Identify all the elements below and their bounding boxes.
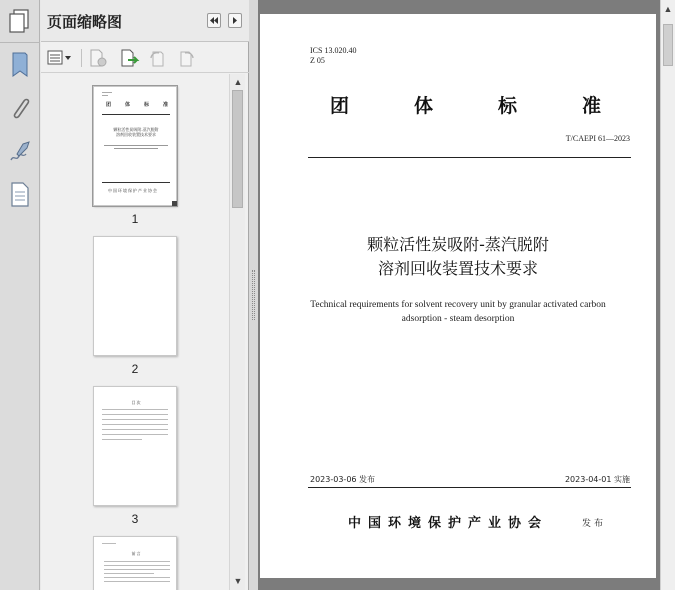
thumb-preface-heading: 前 言 — [131, 551, 141, 556]
thumbnail-label-3: 3 — [131, 512, 139, 526]
thumbnail-scrollbar[interactable] — [229, 74, 245, 590]
panel-splitter[interactable] — [249, 0, 258, 590]
standard-type-heading — [330, 91, 630, 115]
double-left-arrow-icon — [208, 14, 220, 27]
rotate-right-icon[interactable] — [175, 48, 197, 68]
panel-title: 页面缩略图 — [47, 13, 123, 31]
attachment-icon[interactable] — [7, 94, 33, 122]
english-title-line-2: adsorption - steam desorption — [401, 314, 515, 324]
toolbar-divider — [81, 49, 82, 67]
thumb-corner-marker — [172, 201, 177, 206]
thumbnail-label-1: 1 — [131, 212, 139, 226]
scroll-down-icon[interactable]: ▼ — [233, 576, 243, 586]
document-icon[interactable] — [7, 180, 33, 208]
thumbnail-label-2: 2 — [131, 362, 139, 376]
splitter-grip[interactable] — [252, 270, 255, 320]
type-char-2: 体 — [414, 95, 434, 117]
title-line-2: 溶剂回收装置技术要求 — [377, 259, 538, 278]
thumbnail-list — [41, 74, 229, 590]
page-thumbnail-2[interactable] — [93, 236, 177, 356]
thumb-type-heading: 团 体 标 准 — [106, 102, 168, 108]
delete-page-icon[interactable] — [87, 48, 109, 68]
options-menu-icon[interactable] — [47, 48, 73, 68]
document-page — [260, 14, 656, 578]
thumb-title: 颗粒活性炭吸附-蒸汽脱附溶剂回收装置技术要求 — [113, 127, 159, 137]
scrollbar-thumb[interactable] — [232, 90, 243, 208]
footer-rule — [308, 487, 631, 488]
publish-date: 2023-03-06 发布 — [310, 475, 376, 484]
ics-number: ICS 13.020.40 — [310, 46, 357, 55]
thumbnails-panel — [41, 0, 249, 590]
pages-icon[interactable] — [8, 8, 32, 34]
thumb-issuer: 中国环境保护产业协会 — [108, 188, 158, 193]
page-thumbnail-4[interactable] — [93, 536, 177, 590]
english-title-line-1: Technical requirements for solvent recovery unit by granular activated carbon — [310, 300, 606, 310]
collapse-left-button[interactable] — [207, 13, 221, 28]
page-thumbnail-3[interactable] — [93, 386, 177, 506]
thumb-toc-heading: 目 次 — [131, 400, 141, 405]
standard-code: T/CAEPI 61—2023 — [565, 134, 630, 143]
header-rule — [308, 157, 631, 158]
doc-scroll-up-icon[interactable]: ▲ — [663, 4, 673, 14]
rotate-left-icon[interactable] — [147, 48, 169, 68]
type-char-3: 标 — [498, 95, 518, 117]
implement-date: 2023-04-01 实施 — [564, 475, 630, 484]
issuing-organization: 中国环境保护产业协会 — [348, 516, 549, 531]
title-line-1: 颗粒活性炭吸附-蒸汽脱附 — [367, 235, 549, 254]
document-view — [258, 0, 660, 590]
page-thumbnail-1[interactable] — [93, 86, 177, 206]
panel-toolbar — [41, 43, 249, 73]
ics-code — [310, 46, 356, 66]
document-scrollbar-thumb[interactable] — [663, 24, 673, 66]
document-scrollbar[interactable] — [660, 0, 675, 590]
type-char-1: 团 — [330, 95, 350, 117]
signature-icon[interactable] — [7, 138, 33, 166]
right-arrow-icon — [229, 14, 241, 27]
extract-page-icon[interactable] — [118, 48, 140, 68]
panel-header — [41, 0, 249, 42]
strip-divider — [0, 42, 40, 43]
type-char-4: 准 — [582, 95, 602, 117]
navigation-strip — [0, 0, 40, 590]
scroll-up-icon[interactable]: ▲ — [233, 77, 243, 87]
expand-right-button[interactable] — [228, 13, 242, 28]
classification-code: Z 05 — [310, 56, 325, 65]
bookmark-icon[interactable] — [7, 50, 33, 78]
issue-label: 发布 — [582, 519, 607, 529]
